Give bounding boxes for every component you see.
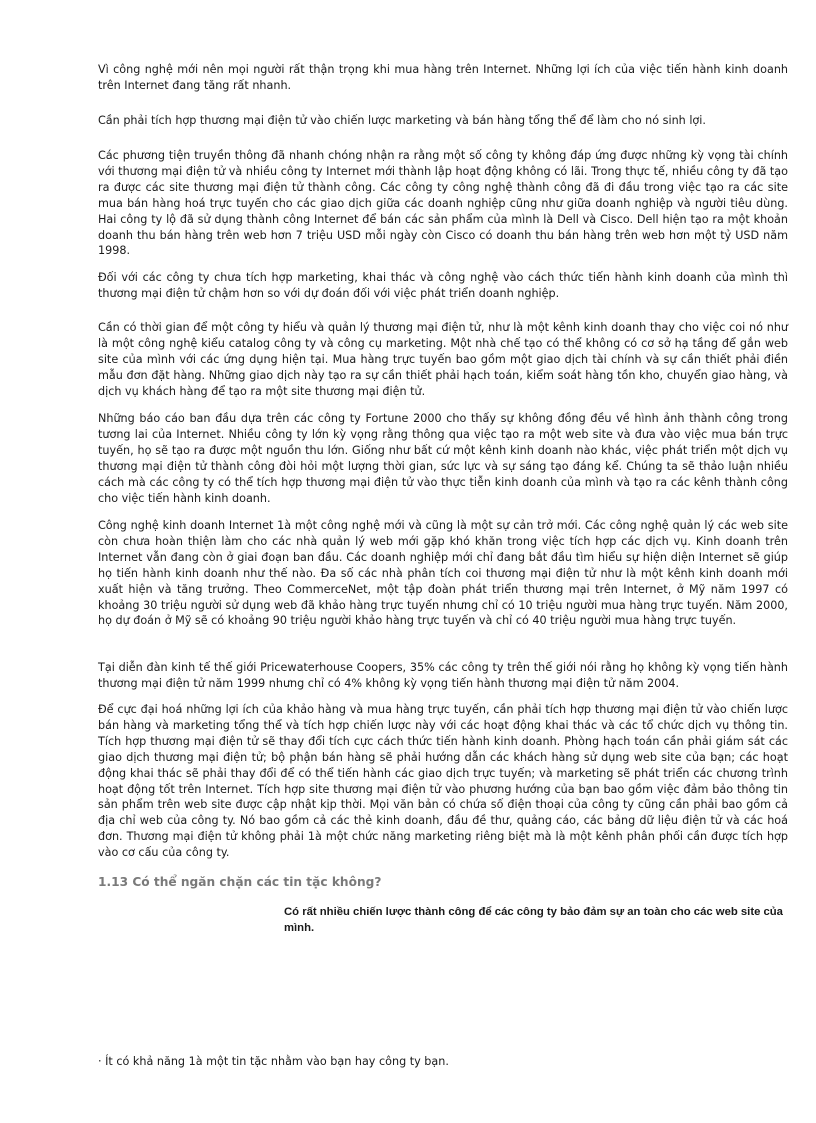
bullet-item: · Ít có khả năng 1à một tin tặc nhằm vào bạn hay công ty bạn. bbox=[98, 1055, 449, 1068]
paragraph-4: Đối với các công ty chưa tích hợp marketing, khai thác và công nghệ vào cách thức tiến hành kinh doanh của mình thì thương mại điện tử chậm hơn so với dự đoán đối với việc phát triển doanh nghiệp. bbox=[98, 271, 788, 300]
paragraph-8: Tại diễn đàn kinh tế thế giới Pricewaterhouse Coopers, 35% các công ty trên thế giới nói rằng họ không kỳ vọng tiến hành thương mại điện tử năm 1999 nhưng chỉ có 4% không kỳ vọng tiến hành thương mại điện tử năm 2004. bbox=[98, 661, 788, 690]
section-heading: 1.13 Có thể ngăn chặn các tin tặc không? bbox=[98, 875, 382, 889]
paragraph-9: Để cực đại hoá những lợi ích của khảo hàng và mua hàng trực tuyến, cần phải tích hợp thương mại điện tử vào chiến lược bán hàng và marketing tổng thể và tích hợp chiến lược này với các hoạt động khai thác và các tổ chức dịch vụ thông tin. Tích hợp thương mại điện tử sẽ thay đổi tích cực cách thức tiến hành kinh doanh. Phòng hạch toán cần phải giám sát các giao dịch thương mại điện tử; bộ phận bán hàng sẽ phải hướng dẫn các khách hàng sử dụng web site của bạn; các hoạt động khai thác sẽ phải thay đổi để có thể tiến hành các giao dịch trực tuyến; và marketing sẽ phát triển các chương trình hoạt động tốt trên Internet. Tích hợp site thương mại điện tử vào phương hướng của bạn bao gồm việc đảm bảo thông tin sản phẩm trên web site được cập nhật kịp thời. Mọi văn bản có chứa số điện thoại của công ty cũng cần phải bao gồm cả địa chỉ web của công ty. Nó bao gồm cả các thẻ kinh doanh, đầu đề thư, quảng cáo, các bảng dữ liệu điện tử và các hoá đơn. Thương mại điện tử không phải 1à một chức năng marketing riêng biệt mà là một kênh phân phối cần được tích hợp vào cơ cấu của công ty. bbox=[98, 703, 788, 860]
paragraph-5: Cần có thời gian để một công ty hiểu và quản lý thương mại điện tử, như là một kênh kinh doanh thay cho việc coi nó như là một công nghệ kiểu catalog công ty và công cụ marketing. Một nhà chế tạo có thể không có cơ sở hạ tầng để gắn web site của mình với các ứng dụng hiện tại. Mua hàng trực tuyến bao gồm một giao dịch tài chính và sự cần thiết phải điền mẫu đơn đặt hàng. Những giao dịch này tạo ra sự cần thiết phải hạch toán, kiểm soát hàng tồn kho, chuyển giao hàng, và dịch vụ khách hàng để tạo ra một site thương mại điện tử. bbox=[98, 321, 788, 398]
paragraph-3: Các phương tiện truyền thông đã nhanh chóng nhận ra rằng một số công ty không đáp ứng được những kỳ vọng tài chính với thương mại điện tử và nhiều công ty Internet mới thành lập hoạt động không có lãi. Trong thực tế, nhiều công ty đã tạo ra được các site thương mại điện tử thành công. Các công ty công nghệ thành công đã đi đầu trong việc tạo ra các site mua bán hàng hoá trực tuyến cho các giao dịch giữa các doanh nghiệp cũng như giữa doanh nghiệp và người tiêu dùng. Hai công ty lộ đã sử dụng thành công Internet để bán các sản phẩm của mình là Dell và Cisco. Dell hiện tạo ra một khoản doanh thu bán hàng trên web hơn 7 triệu USD mỗi ngày còn Cisco có doanh thu bán hàng trên web hơn một tỷ USD năm 1998. bbox=[98, 149, 788, 258]
paragraph-1: Vì công nghệ mới nên mọi người rất thận trọng khi mua hàng trên Internet. Những lợi ích của việc tiến hành kinh doanh trên Internet đang tăng rất nhanh. bbox=[98, 63, 788, 92]
paragraph-6: Những báo cáo ban đầu dựa trên các công ty Fortune 2000 cho thấy sự không đồng đều về hình ảnh thành công trong tương lai của Internet. Nhiều công ty lớn kỳ vọng rằng thông qua việc tạo ra một web site và đưa vào việc mua bán trực tuyến, họ sẽ tạo ra được một nguồn thu lớn. Giống như bất cứ một kênh kinh doanh nào khác, việc phát triển một dịch vụ thương mại điện tử thành công đòi hỏi một lượng thời gian, sức lực và sự sáng tạo đáng kể. Chúng ta sẽ thảo luận nhiều cách mà các công ty có thể tích hợp thương mại điện tử vào thực tiễn kinh doanh của mình và tạo ra các kênh thành công cho việc tiến hành kinh doanh. bbox=[98, 412, 788, 505]
paragraph-7: Công nghệ kinh doanh Internet 1à một công nghệ mới và cũng là một sự cản trở mới. Các công nghệ quản lý các web site còn chưa hoàn thiện làm cho các nhà quản lý web mới gặp khó khăn trong việc tích hợp các dịch vụ. Kinh doanh trên Internet vẫn đang còn ở giai đoạn ban đầu. Các doanh nghiệp mới chỉ đang bắt đầu tìm hiểu sự hiện diện Internet sẽ giúp họ tiến hành kinh doanh như thế nào. Đa số các nhà phân tích coi thương mại điện tử như là một kênh kinh doanh mới xuất hiện và tăng trưởng. Theo CommerceNet, một tập đoàn phát triển thương mại trên Internet, ở Mỹ năm 1997 có khoảng 30 triệu người sử dụng web đã khảo hàng trực tuyến nhưng chỉ có 10 triệu người mua hàng trực tuyến. Năm 2000, họ dự đoán ở Mỹ sẽ có khoảng 90 triệu người khảo hàng trực tuyến và chỉ có 40 triệu người mua hàng trực tuyến. bbox=[98, 519, 788, 628]
callout-text: Có rất nhiều chiến lược thành công để các công ty bảo đảm sự an toàn cho các web site của mình. bbox=[284, 906, 783, 934]
paragraph-2: Cần phải tích hợp thương mại điện tử vào chiến lược marketing và bán hàng tổng thể để làm cho nó sinh lợi. bbox=[98, 114, 706, 127]
